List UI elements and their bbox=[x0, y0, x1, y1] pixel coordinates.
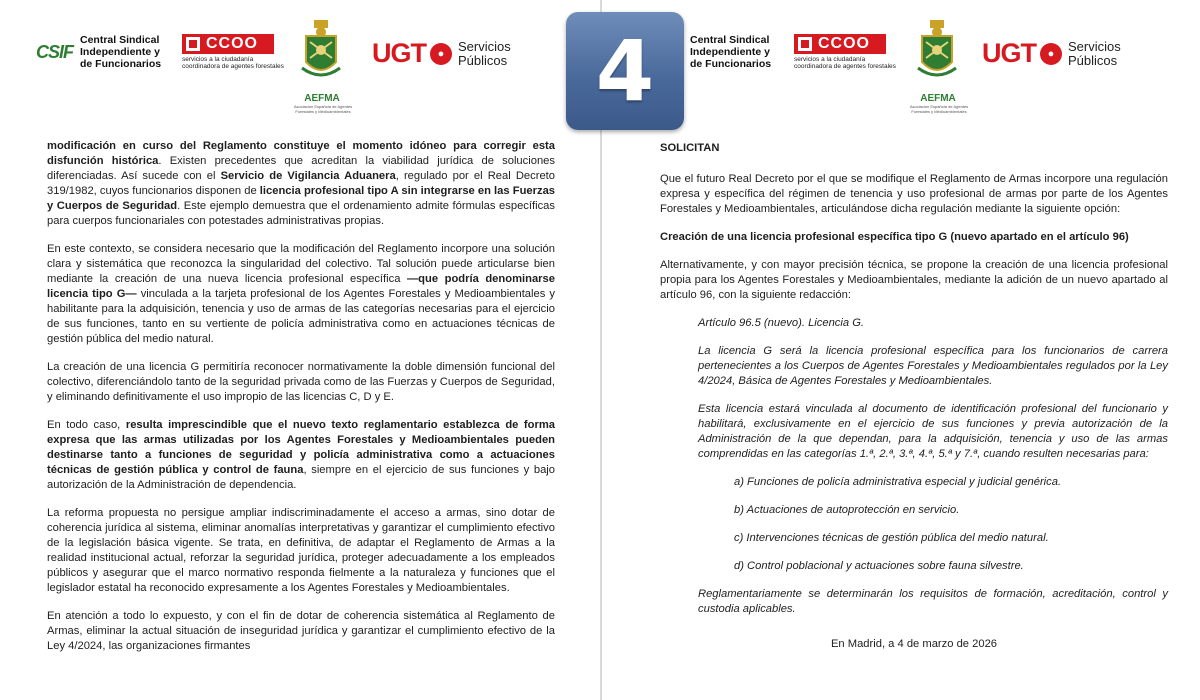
aefma-seal-icon bbox=[912, 18, 962, 88]
aefma-logo-right bbox=[909, 18, 974, 114]
aefma-logo-mark: AEFMA bbox=[920, 93, 956, 104]
article-paragraph: Reglamentariamente se determinarán los requisitos de formación, acreditación, control y custodia aplicables. bbox=[698, 588, 1168, 615]
aefma-logo-sub: Asociación Española de Agentes Forestales y Medioambientales bbox=[909, 104, 969, 114]
paragraph: En este contexto, se considera necesario que la modificación del Reglamento incorpore una solución clara y sistemática que reconozca la singularidad del colectivo. Tal solución puede articularse bien mediante la creación de una nueva licencia profesional específica —que podría denominarse licencia tipo G— vinculada a la tarjeta profesional de los Agentes Forestales y Medioambientales y habilitante para la adquisición, tenencia y uso de armas de las categorías necesarias para el ejercicio de sus funciones, tanto en su vertiente de policía administrativa como en actuaciones técnicas de gestión pública del medio natural. bbox=[47, 243, 555, 345]
page-number: 4 bbox=[595, 22, 655, 120]
right-page-body bbox=[660, 141, 1168, 661]
paragraph: La creación de una licencia G permitiría reconocer normativamente la doble dimensión funcional del colectivo, diferenciándolo tanto de la seguridad privada como de las Fuerzas y Cuerpos de Seguridad, y eliminando definitivamente el uso impropio de las licencias C, D y E. bbox=[47, 361, 555, 403]
page-header-right bbox=[602, 18, 1200, 118]
ccoo-logo-sub1: servicios a la ciudadanía bbox=[182, 56, 254, 63]
ccoo-logo-sub2: coordinadora de agentes forestales bbox=[794, 63, 896, 70]
ugt-logo-line1: Servicios bbox=[1068, 38, 1121, 54]
ugt-logo-mark: UGT bbox=[982, 38, 1036, 68]
ccoo-logo-mark: CCOO bbox=[818, 35, 870, 52]
article-title: Artículo 96.5 (nuevo). Licencia G. bbox=[698, 317, 865, 329]
csif-logo-line3: de Funcionarios bbox=[80, 58, 162, 70]
paragraph: En atención a todo lo expuesto, y con el fin de dotar de coherencia sistemática al Reglamento de Armas, eliminar la actual situación de inseguridad jurídica y garantizar el cumplimiento efectivo de la Ley 4/2024, las organizaciones firmantes bbox=[47, 610, 555, 652]
csif-logo-right bbox=[690, 34, 800, 70]
document-page-right bbox=[602, 0, 1200, 700]
aefma-logo bbox=[293, 18, 358, 114]
paragraph: La reforma propuesta no persigue ampliar indiscriminadamente el acceso a armas, sino dotar de coherencia jurídica al sistema, eliminar anomalías interpretativas y garantizar el cumplimiento efectivo de la legislación básica vigente. Se trata, en definitiva, de adaptar el Reglamento de Armas a la realidad institucional actual, reforzar la seguridad jurídica, proteger adecuadamente a los empleados públicos y asegurar que el marco normativo responda fielmente a la naturaleza y funciones que el legislador estatal ha reconocido expresamente a los Agentes Forestales y Medioambientales. bbox=[47, 507, 555, 594]
ccoo-logo bbox=[182, 34, 284, 70]
list-item: d) Control poblacional y actuaciones sobre fauna silvestre. bbox=[734, 560, 1024, 572]
ccoo-logo-right bbox=[794, 34, 896, 70]
list-item: c) Intervenciones técnicas de gestión pública del medio natural. bbox=[734, 532, 1049, 544]
aefma-logo-mark: AEFMA bbox=[304, 93, 340, 104]
paragraph: Alternativamente, y con mayor precisión técnica, se propone la creación de una licencia profesional propia para los Agentes Forestales y Medioambientales, mediante la adición de un nuevo apartado al artículo 96, con la siguiente redacción: bbox=[660, 259, 1168, 301]
aefma-seal-icon bbox=[296, 18, 346, 88]
left-page-body bbox=[47, 139, 555, 663]
ccoo-logo-sub1: servicios a la ciudadanía bbox=[794, 56, 866, 63]
csif-logo-line1: Central Sindical bbox=[690, 34, 770, 46]
ccoo-logo-mark: CCOO bbox=[206, 35, 258, 52]
paragraph: En todo caso, resulta imprescindible que el nuevo texto reglamentario establezca de forma expresa que las armas utilizadas por los Agentes Forestales y Medioambientales pueden destinarse tanto a funciones de seguridad y policía administrativa como a actuaciones técnicas de gestión pública y control de fauna, siempre en el ejercicio de sus funciones y bajo autorización de la Administración de dependencia. bbox=[47, 419, 555, 491]
article-paragraph: Esta licencia estará vinculada al documento de identificación profesional del funcionario y habilitará, exclusivamente en el ejercicio de sus funciones y previa autorización de la Administración de la que dependan, para la adquisición, tenencia y uso de las armas comprendidas en las categorías 1.ª, 2.ª, 3.ª, 4.ª, 5.ª y 7.ª, cuando resulten necesarias para: bbox=[698, 403, 1168, 460]
paragraph: modificación en curso del Reglamento constituye el momento idóneo para corregir esta disfunción histórica. Existen precedentes que acreditan la viabilidad jurídica de soluciones diferenciadas. Así sucede con el Servicio de Vigilancia Aduanera, regulado por el Real Decreto 319/1982, cuyos funcionarios disponen de licencia profesional tipo A sin integrarse en las Fuerzas y Cuerpos de Seguridad. Este ejemplo demuestra que el ordenamiento admite fórmulas específicas para cuerpos funcionariales con potestades administrativas propias. bbox=[47, 140, 556, 227]
csif-logo-mark: CSIF bbox=[36, 42, 74, 62]
ugt-logo bbox=[372, 38, 511, 69]
aefma-logo-sub: Asociación Española de Agentes Forestales y Medioambientales bbox=[293, 104, 353, 114]
subheading: Creación de una licencia profesional específica tipo G (nuevo apartado en el artículo 96) bbox=[660, 231, 1129, 243]
ccoo-logo-sub2: coordinadora de agentes forestales bbox=[182, 63, 284, 70]
ugt-logo-line1: Servicios bbox=[458, 38, 511, 54]
csif-logo-line1: Central Sindical bbox=[80, 34, 160, 46]
page-number-badge bbox=[566, 12, 684, 130]
csif-logo-line2: Independiente y bbox=[690, 46, 770, 58]
article-paragraph: La licencia G será la licencia profesional específica para los funcionarios de carrera pertenecientes a los Cuerpos de Agentes Forestales y Medioambientales regulados por la Ley 4/2024, Básica de Agentes Forestales y Medioambientales. bbox=[698, 345, 1168, 387]
list-item: b) Actuaciones de autoprotección en servicio. bbox=[734, 504, 960, 516]
ugt-handshake-icon: ● bbox=[430, 43, 452, 65]
page-header-left bbox=[0, 18, 600, 118]
ugt-handshake-icon: ● bbox=[1040, 43, 1062, 65]
ugt-logo-line2: Públicos bbox=[1068, 52, 1118, 68]
ccoo-square-icon bbox=[798, 37, 812, 51]
list-item: a) Funciones de policía administrativa especial y judicial genérica. bbox=[734, 476, 1062, 488]
ccoo-square-icon bbox=[186, 37, 200, 51]
ugt-logo-line2: Públicos bbox=[458, 52, 508, 68]
csif-logo-line3: de Funcionarios bbox=[690, 58, 772, 70]
paragraph: Que el futuro Real Decreto por el que se modifique el Reglamento de Armas incorpore una regulación expresa y específica del régimen de tenencia y uso profesional de armas por parte de los Agentes Forestales y Medioambientales, articulándose dicha regulación mediante la siguiente opción: bbox=[660, 173, 1168, 215]
csif-logo-line2: Independiente y bbox=[80, 46, 160, 58]
ugt-logo-mark: UGT bbox=[372, 38, 426, 68]
signature-date: En Madrid, a 4 de marzo de 2026 bbox=[830, 638, 998, 650]
ugt-logo-right bbox=[982, 38, 1121, 69]
section-heading: SOLICITAN bbox=[660, 142, 720, 154]
